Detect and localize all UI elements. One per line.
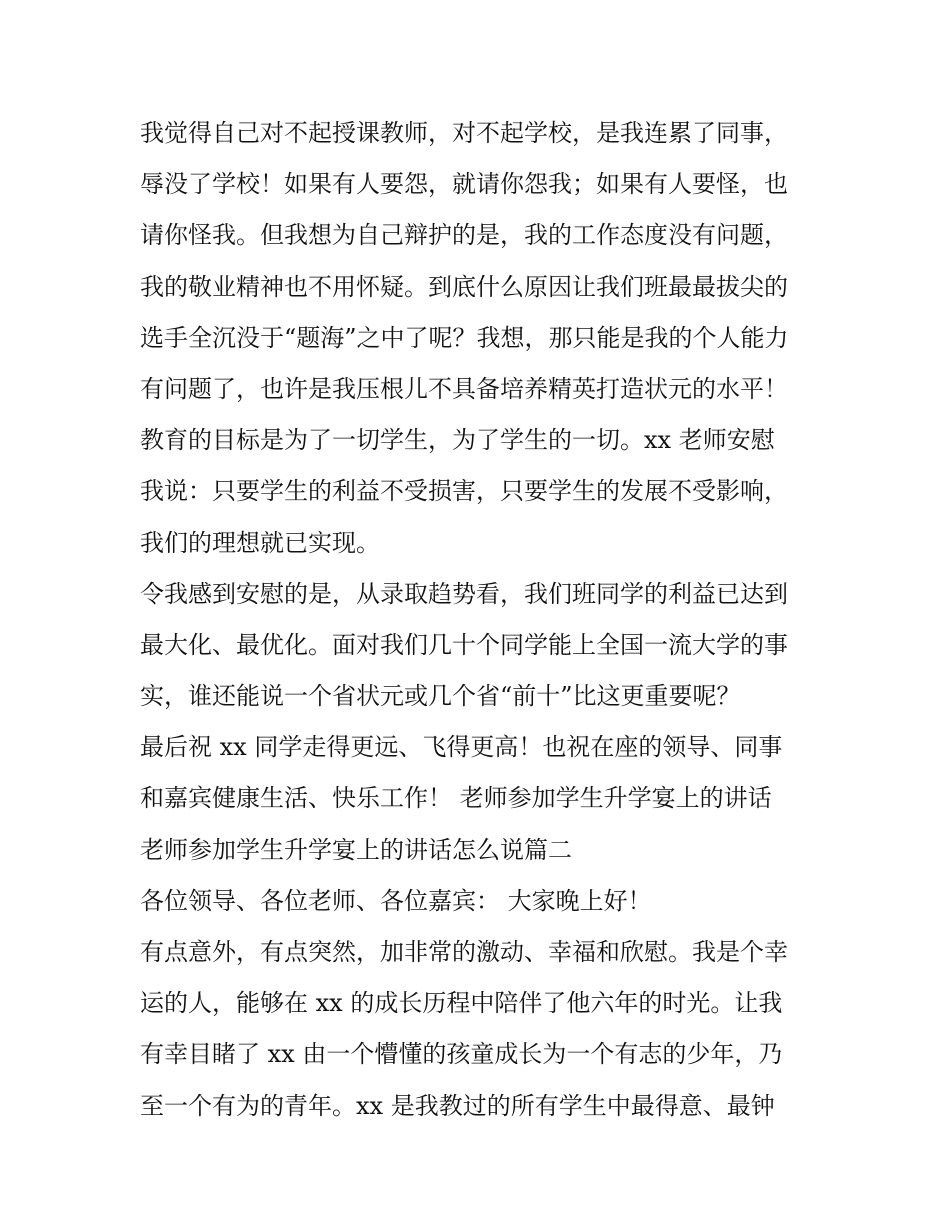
text-line: 有点意外，有点突然，加非常的激动、幸福和欣慰。我是个幸: [140, 938, 788, 966]
text-line: 最后祝 xx 同学走得更远、飞得更高！也祝在座的领导、同事: [140, 733, 783, 762]
text-line: 有幸目睹了 xx 由一个懵懂的孩童成长为一个有志的少年，乃: [140, 1040, 783, 1069]
text-line: 和嘉宾健康生活、快乐工作！ 老师参加学生升学宴上的讲话: [140, 784, 772, 813]
text-line: 有问题了，也许是我压根儿不具备培养精英打造状元的水平！: [140, 374, 788, 403]
document-body: [140, 108, 830, 1132]
text-line: 各位领导、各位老师、各位嘉宾： 大家晚上好！: [140, 886, 652, 915]
text-line: 选手全沉没于“题海”之中了呢？我想，那只能是我的个人能力: [140, 323, 789, 352]
text-line: 令我感到安慰的是，从录取趋势看，我们班同学的利益已达到: [140, 579, 788, 608]
text-line: 请你怪我。但我想为自己辩护的是，我的工作态度没有问题，: [140, 221, 788, 250]
text-line: 运的人，能够在 xx 的成长历程中陪伴了他六年的时光。让我: [140, 989, 783, 1018]
text-line: 我说：只要学生的利益不受损害，只要学生的发展不受影响，: [140, 477, 788, 506]
text-line: 我觉得自己对不起授课教师，对不起学校，是我连累了同事，: [140, 119, 788, 147]
text-line: 辱没了学校！如果有人要怨，就请你怨我；如果有人要怪，也: [140, 170, 788, 199]
text-line: 我们的理想就已实现。: [140, 528, 380, 557]
text-line: 最大化、最优化。面对我们几十个同学能上全国一流大学的事: [140, 630, 788, 659]
text-line: 实，谁还能说一个省状元或几个省“前十”比这更重要呢？: [140, 682, 741, 711]
section-heading: 老师参加学生升学宴上的讲话怎么说篇二: [140, 835, 572, 864]
text-line: 至一个有为的青年。xx 是我教过的所有学生中最得意、最钟: [140, 1091, 775, 1120]
text-line: 教育的目标是为了一切学生，为了学生的一切。xx 老师安慰: [140, 426, 775, 455]
text-line: 我的敬业精神也不用怀疑。到底什么原因让我们班最最拔尖的: [140, 272, 788, 301]
